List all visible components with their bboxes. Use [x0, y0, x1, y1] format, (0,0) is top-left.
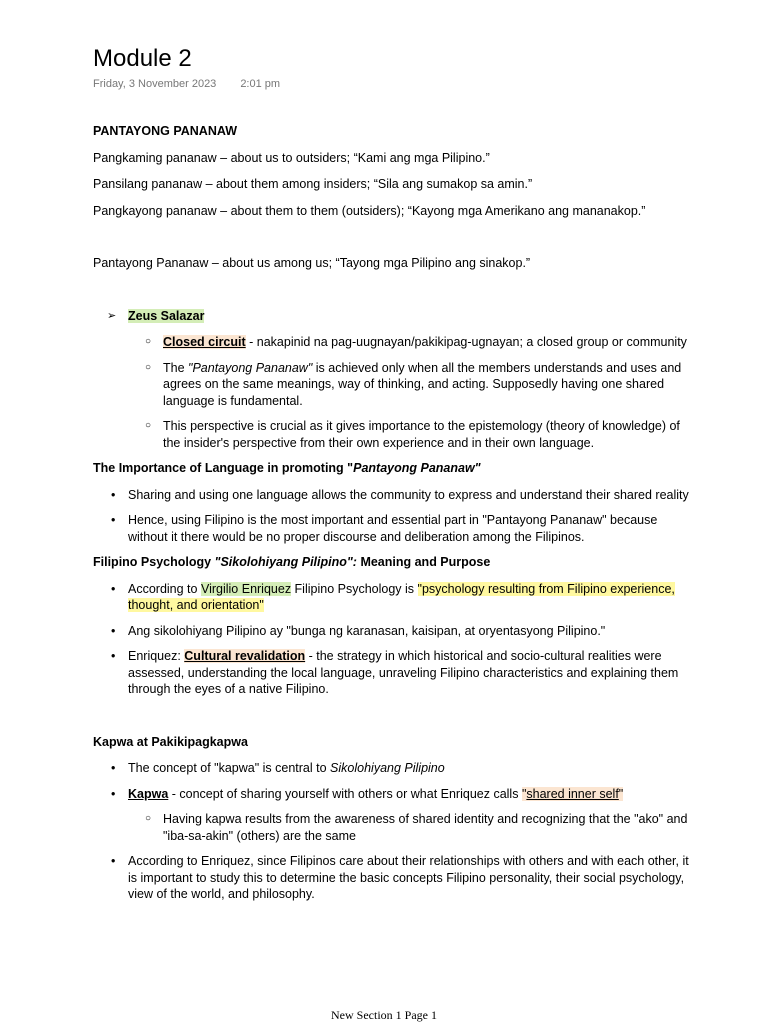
- emphasis-sikolohiyang: Sikolohiyang Pilipino: [330, 761, 445, 775]
- relationships-text: According to Enriquez, since Filipinos care about their relationships with others and with each other, it is important to study this to determine the basic concepts Filipino personality, their social psychology, view of the world, and philosophy.: [128, 854, 689, 901]
- text-pre: The: [163, 360, 189, 375]
- zeus-list: [93, 308, 693, 325]
- list-item-shared-identity: [93, 811, 693, 844]
- heading-emphasis: "Sikolohiyang Pilipino":: [214, 555, 357, 569]
- quote-close: ": [618, 786, 624, 801]
- paragraph-pangkaming: Pangkaming pananaw – about us to outsiders; “Kami ang mga Pilipino.”: [93, 150, 490, 165]
- sikolohiya-text: Ang sikolohiyang Pilipino ay "bunga ng karanasan, kaisipan, at oryentasyong Pilipino.": [128, 623, 606, 638]
- paragraph-pangkayong: Pangkayong pananaw – about them to them (outsiders); “Kayong mga Amerikano ang mananakop.”: [93, 203, 646, 218]
- emphasis-pantayong: "Pantayong Pananaw": [188, 360, 313, 375]
- section-heading-kapwa: Kapwa at Pakikipagkapwa: [93, 734, 248, 749]
- zeus-sublist: [93, 334, 693, 451]
- section-heading-psychology: [93, 554, 693, 571]
- text-pre: Enriquez:: [128, 649, 185, 663]
- page-time: 2:01 pm: [240, 78, 281, 90]
- arrow-bullet-icon: ➢: [107, 309, 117, 322]
- list-item-sharing: [93, 487, 693, 504]
- list-item-closed-circuit: [93, 334, 693, 351]
- text-rest: is achieved only when all the members understands and uses and agrees on the same meanings, way of thinking, and acting. Supposedly having one shared language is fundamental.: [163, 360, 682, 408]
- perspective-text: This perspective is crucial as it gives importance to the epistemology (theory of knowledge) of the insider's perspective from their own experience and in their own language.: [163, 419, 680, 450]
- quote-open: ": [521, 786, 527, 801]
- note-page: [93, 44, 693, 903]
- list-item-according-enriquez: [93, 581, 693, 614]
- list-item-relationships: [93, 853, 693, 903]
- heading-text: Filipino Psychology: [93, 555, 215, 569]
- highlight-shared-inner-self: [522, 787, 623, 801]
- text-mid: - concept of sharing yourself with others or what Enriquez calls: [168, 786, 522, 801]
- section-heading-pantayong: PANTAYONG PANANAW: [93, 124, 237, 138]
- list-item-zeus: [93, 308, 693, 325]
- page-meta: [93, 78, 693, 90]
- term-closed-circuit: Closed circuit: [163, 335, 246, 349]
- highlight-definition-quote: "psychology resulting from Filipino experience, thought, and orientation": [128, 581, 675, 612]
- term-cultural-revalidation: Cultural revalidation: [184, 649, 306, 663]
- text-rest: - the strategy in which historical and socio-cultural realities were assessed, understanding the local language, unraveling Filipino characteristics and explaining them through the eyes of a native Filipino.: [128, 649, 679, 696]
- text-pre: The concept of "kapwa" is central to: [128, 761, 331, 775]
- text-pre: According to: [128, 581, 201, 596]
- list-item-sikolohiya: [93, 623, 693, 640]
- text-mid: Filipino Psychology is: [291, 581, 418, 596]
- sharing-text: Sharing and using one language allows the community to express and understand their shared reality: [128, 487, 689, 502]
- section-heading-language: [93, 460, 693, 477]
- page-title[interactable]: Module 2: [93, 45, 192, 72]
- psychology-list: [93, 581, 693, 698]
- list-item-kapwa-definition: [93, 786, 693, 803]
- highlight-zeus-salazar: Zeus Salazar: [128, 308, 205, 323]
- paragraph-pantayong: Pantayong Pananaw – about us among us; “Tayong mga Pilipino ang sinakop.”: [93, 256, 531, 270]
- list-item-perspective: [93, 418, 693, 451]
- shared-identity-text: Having kapwa results from the awareness of shared identity and recognizing that the "ako" and "iba-sa-akin" (others) are the same: [163, 812, 688, 843]
- hence-text: Hence, using Filipino is the most important and essential part in "Pantayong Pananaw" because without it there would be no proper discourse and deliberation among the Filipinos.: [128, 513, 658, 544]
- heading-emphasis: Pantayong Pananaw": [353, 461, 481, 475]
- shared-inner-self-text: shared inner self: [526, 786, 619, 801]
- list-item-pantayong-achieved: [93, 360, 693, 410]
- language-list: [93, 487, 693, 546]
- list-item-hence: [93, 512, 693, 545]
- kapwa-sublist: [93, 811, 693, 844]
- page-footer: New Section 1 Page 1: [331, 1008, 437, 1022]
- term-kapwa: Kapwa: [128, 786, 169, 801]
- closed-circuit-text: - nakapinid na pag-uugnayan/pakikipag-ugnayan; a closed group or community: [245, 335, 687, 349]
- list-item-cultural-revalidation: [93, 648, 693, 698]
- page-date: Friday, 3 November 2023: [93, 78, 217, 90]
- highlight-virgilio-enriquez: Virgilio Enriquez: [200, 581, 292, 596]
- heading-text: The Importance of Language in promoting ": [93, 461, 354, 475]
- paragraph-pansilang: Pansilang pananaw – about them among insiders; “Sila ang sumakop sa amin.”: [93, 177, 533, 191]
- list-item-kapwa-central: [93, 760, 693, 777]
- kapwa-list-2: [93, 853, 693, 903]
- heading-post: Meaning and Purpose: [356, 555, 491, 569]
- kapwa-list: [93, 760, 693, 802]
